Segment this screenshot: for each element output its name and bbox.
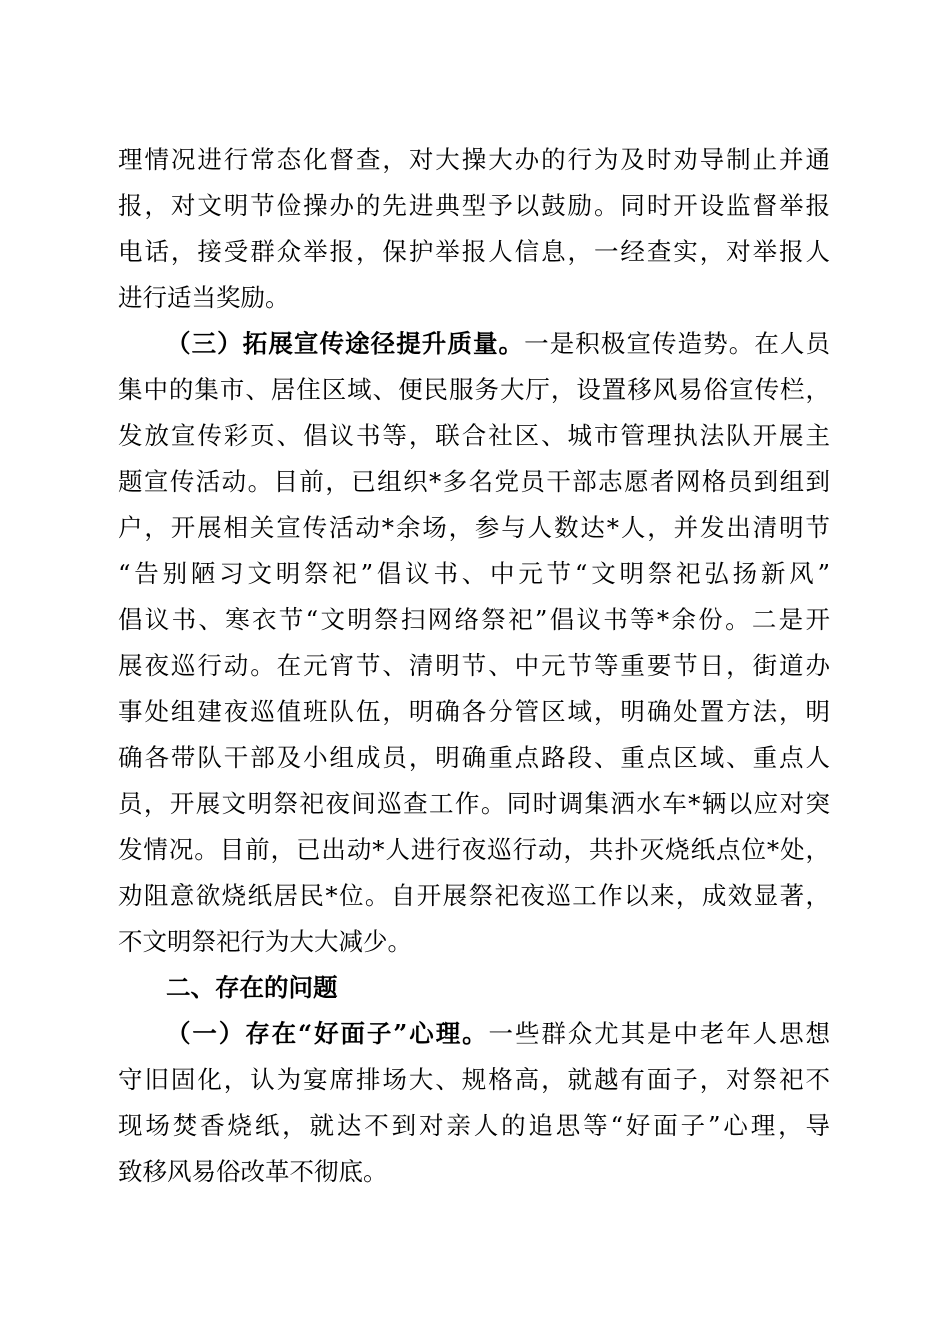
para2-line-4: 题宣传活动。目前，已组织*多名党员干部志愿者网格员到组到 <box>118 467 830 496</box>
section2-title: 二、存在的问题 <box>166 973 338 1002</box>
para3-line-2: 守旧固化，认为宴席排场大、规格高，就越有面子，对祭祀不 <box>118 1065 830 1094</box>
para2-line-1 <box>166 324 830 364</box>
para1-line-4: 进行适当奖励。 <box>118 283 290 312</box>
para2-line-8: 展夜巡行动。在元宵节、清明节、中元节等重要节日，街道办 <box>118 651 830 680</box>
para3-first-line-rest: 一些群众尤其是中老年人思想 <box>488 1019 830 1048</box>
para2-line-6: “告别陋习文明祭祀”倡议书、中元节“文明祭祀弘扬新风” <box>118 559 830 588</box>
para2-line-5: 户，开展相关宣传活动*余场，参与人数达*人，并发出清明节 <box>118 513 830 542</box>
para3-line-1 <box>166 1014 830 1054</box>
para2-line-11: 员，开展文明祭祀夜间巡查工作。同时调集洒水车*辆以应对突 <box>118 789 830 818</box>
para2-line-14: 不文明祭祀行为大大减少。 <box>118 927 412 956</box>
para2-line-12: 发情况。目前，已出动*人进行夜巡行动，共扑灭烧纸点位*处， <box>118 835 830 864</box>
para2-first-line-rest: 一是积极宣传造势。在人员 <box>524 329 831 358</box>
para1-line-3: 电话，接受群众举报，保护举报人信息，一经查实，对举报人 <box>118 237 830 266</box>
para2-line-3: 发放宣传彩页、倡议书等，联合社区、城市管理执法队开展主 <box>118 421 830 450</box>
para2-line-2: 集中的集市、居住区域、便民服务大厅，设置移风易俗宣传栏， <box>118 375 830 404</box>
para3-line-3: 现场焚香烧纸，就达不到对亲人的追思等“好面子”心理，导 <box>118 1111 830 1140</box>
para2-heading: （三）拓展宣传途径提升质量。 <box>166 329 525 358</box>
para2-line-10: 确各带队干部及小组成员，明确重点路段、重点区域、重点人 <box>118 743 830 772</box>
para2-line-13: 劝阻意欲烧纸居民*位。自开展祭祀夜巡工作以来，成效显著， <box>118 881 830 910</box>
para1-line-2: 报，对文明节俭操办的先进典型予以鼓励。同时开设监督举报 <box>118 191 830 220</box>
para1-line-1: 理情况进行常态化督查，对大操大办的行为及时劝导制止并通 <box>118 145 830 174</box>
para3-heading: （一）存在“好面子”心理。 <box>166 1019 489 1048</box>
para2-line-7: 倡议书、寒衣节“文明祭扫网络祭祀”倡议书等*余份。二是开 <box>118 605 830 634</box>
para2-line-9: 事处组建夜巡值班队伍，明确各分管区域，明确处置方法，明 <box>118 697 830 726</box>
para3-line-4: 致移风易俗改革不彻底。 <box>118 1157 388 1186</box>
